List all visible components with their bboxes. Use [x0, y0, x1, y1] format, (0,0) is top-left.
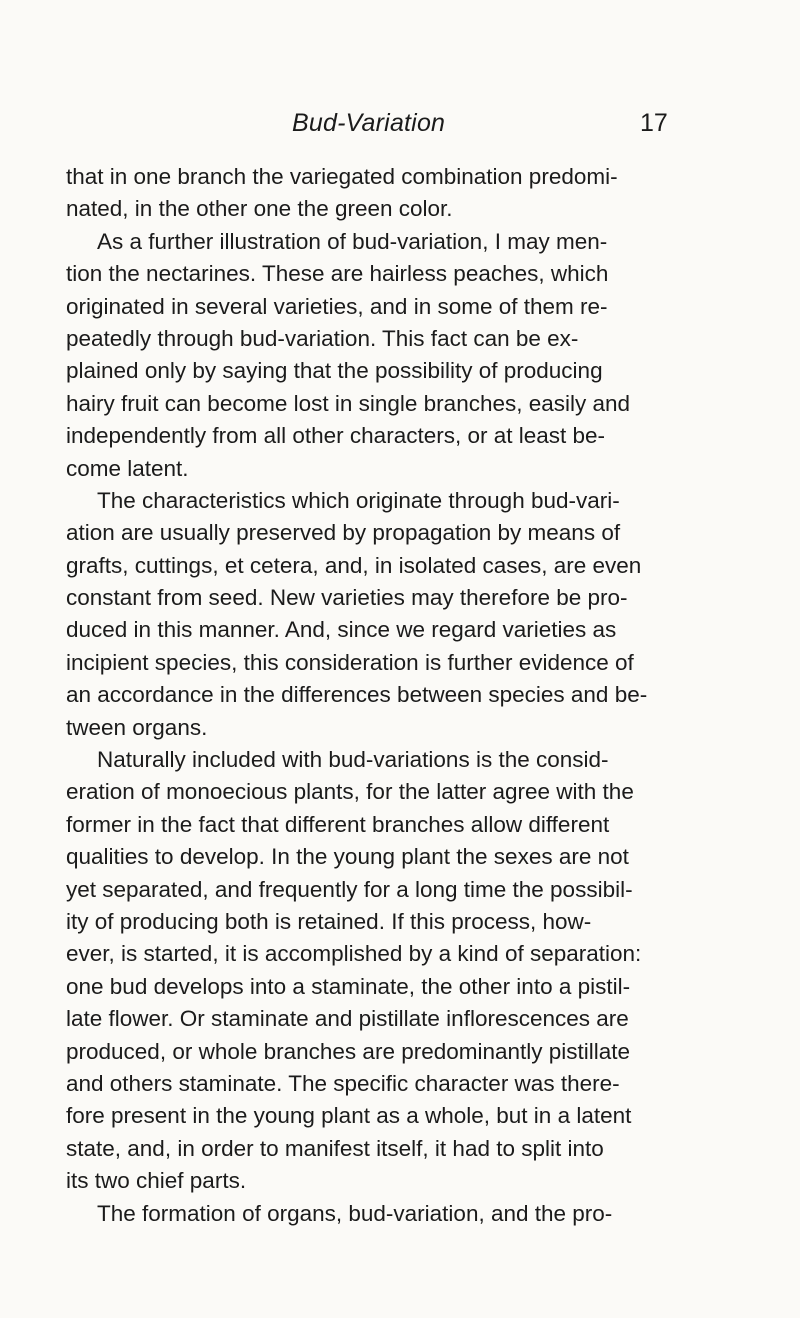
text-line: duced in this manner. And, since we regard varieties as	[66, 617, 617, 643]
running-head	[0, 103, 800, 143]
text-line: produced, or whole branches are predominantly pistillate	[66, 1038, 631, 1064]
text-line: ation are usually preserved by propagation by means of	[66, 520, 621, 546]
text-line: grafts, cuttings, et cetera, and, in isolated cases, are even	[66, 552, 642, 578]
text-line: fore present in the young plant as a whole, but in a latent	[66, 1103, 632, 1129]
text-line: ity of producing both is retained. If this process, how-	[66, 908, 592, 934]
text-line: former in the fact that different branches allow different	[66, 811, 610, 837]
text-line: tion the nectarines. These are hairless peaches, which	[66, 261, 609, 287]
text-line: The characteristics which originate through bud-vari-	[97, 487, 620, 513]
text-line: tween organs.	[66, 714, 208, 740]
text-line: one bud develops into a staminate, the other into a pistil-	[66, 973, 631, 999]
text-line: incipient species, this consideration is further evidence of	[66, 649, 634, 675]
text-line: its two chief parts.	[66, 1168, 247, 1194]
text-line: As a further illustration of bud-variation, I may men-	[97, 228, 608, 254]
text-line: yet separated, and frequently for a long time the possibil-	[66, 876, 633, 902]
text-line: that in one branch the variegated combination predomi-	[66, 164, 618, 189]
text-line: state, and, in order to manifest itself, it had to split into	[66, 1135, 604, 1161]
text-line: peatedly through bud-variation. This fact can be ex-	[66, 325, 579, 351]
text-line: originated in several varieties, and in some of them re-	[66, 293, 608, 319]
text-line: The formation of organs, bud-variation, and the pro-	[97, 1200, 613, 1226]
text-line: nated, in the other one the green color.	[66, 196, 453, 222]
text-line: an accordance in the differences between species and be-	[66, 682, 648, 708]
text-line: constant from seed. New varieties may therefore be pro-	[66, 585, 628, 611]
text-line: come latent.	[66, 455, 189, 481]
text-line: Naturally included with bud-variations is the consid-	[97, 747, 609, 773]
text-line: independently from all other characters, or at least be-	[66, 423, 606, 449]
text-line: plained only by saying that the possibility of producing	[66, 358, 603, 384]
text-line: and others staminate. The specific character was there-	[66, 1070, 620, 1096]
text-line: eration of monoecious plants, for the latter agree with the	[66, 779, 634, 805]
text-line: ever, is started, it is accomplished by a kind of separation:	[66, 941, 642, 967]
text-line: hairy fruit can become lost in single branches, easily and	[66, 390, 631, 416]
page-number: 17	[640, 109, 668, 137]
text-line: late flower. Or staminate and pistillate inflorescences are	[66, 1006, 629, 1032]
text-line: qualities to develop. In the young plant the sexes are not	[66, 844, 629, 870]
running-head-title: Bud-Variation	[292, 109, 446, 137]
body-text	[0, 161, 800, 1230]
